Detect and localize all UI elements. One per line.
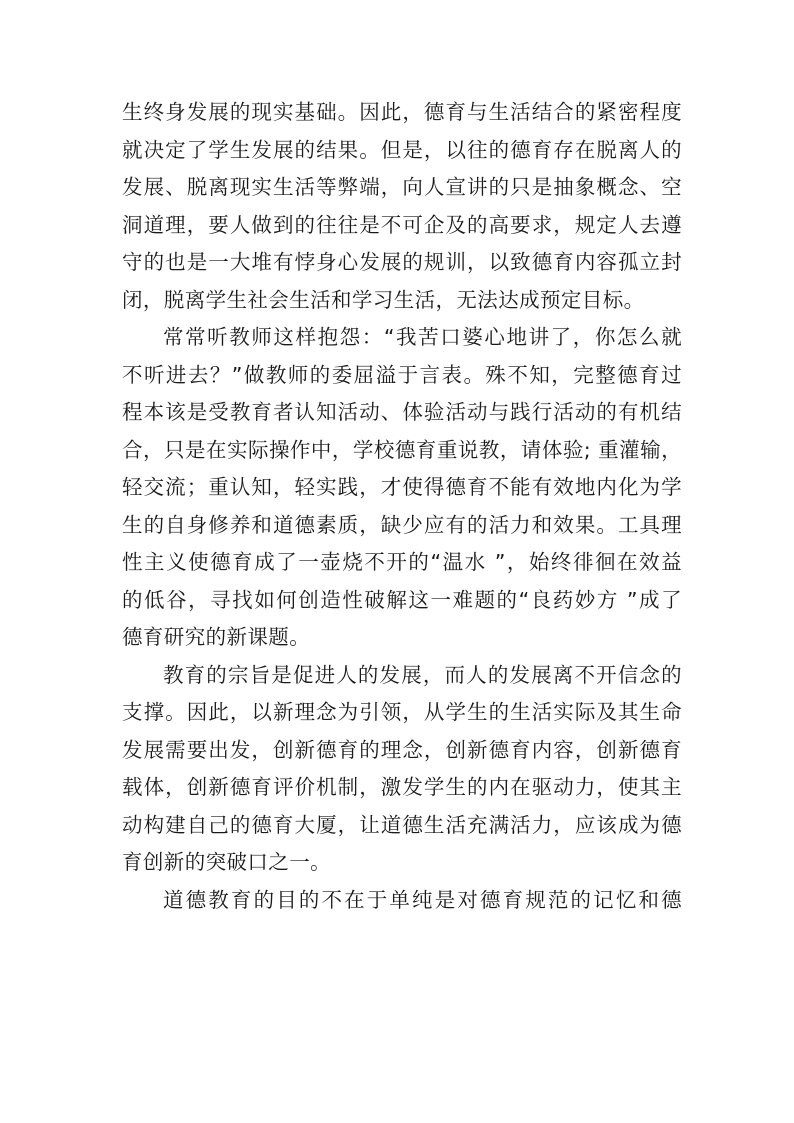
paragraph (122, 319, 682, 657)
text-line: 发展需要出发，创新德育的理念，创新德育内容，创新德育 (122, 737, 682, 762)
document-body (122, 94, 682, 919)
text-line: 发展、脱离现实生活等弊端，向人宣讲的只是抽象概念、空 (122, 175, 682, 199)
text-line: 生的自身修养和道德素质，缺少应有的活力和效果。工具理 (122, 512, 682, 537)
text-line: 道德教育的目的不在于单纯是对德育规范的记忆和德 (163, 887, 682, 912)
text-line: 支撑。因此，以新理念为引领，从学生的生活实际及其生命 (122, 700, 682, 724)
text-line: 就决定了学生发展的结果。但是，以往的德育存在脱离人的 (122, 137, 682, 162)
paragraph (122, 657, 682, 882)
text-line: 常常听教师这样抱怨：“我苦口婆心地讲了，你怎么就 (163, 325, 682, 349)
text-line: 合，只是在实际操作中，学校德育重说教，请体验; 重灌输， (122, 437, 682, 462)
text-line: 守的也是一大堆有悖身心发展的规训，以致德育内容孤立封 (122, 250, 682, 274)
text-line: 程本该是受教育者认知活动、体验活动与践行活动的有机结 (122, 400, 682, 424)
text-line: 洞道理，要人做到的往往是不可企及的高要求，规定人去遵 (122, 212, 682, 237)
text-line: 轻交流；重认知，轻实践，才使得德育不能有效地内化为学 (122, 475, 682, 499)
text-line: 性主义使德育成了一壶烧不开的“温水 ”，始终徘徊在效益 (122, 550, 682, 574)
text-line: 教育的宗旨是促进人的发展，而人的发展离不开信念的 (163, 662, 682, 687)
text-line: 育创新的突破口之一。 (122, 850, 331, 874)
text-line: 闭，脱离学生社会生活和学习生活，无法达成预定目标。 (122, 287, 645, 312)
paragraph (122, 94, 682, 319)
text-line: 不听进去？”做教师的委屈溢于言表。殊不知，完整德育过 (122, 362, 682, 387)
text-line: 载体，创新德育评价机制，激发学生的内在驱动力，使其主 (122, 775, 682, 799)
text-line: 德育研究的新课题。 (122, 625, 311, 649)
paragraph (122, 882, 682, 920)
text-line: 动构建自己的德育大厦，让道德生活充满活力，应该成为德 (122, 812, 682, 837)
text-line: 的低谷，寻找如何创造性破解这一难题的“良药妙方 ”成了 (122, 587, 682, 612)
text-line: 生终身发展的现实基础。因此，德育与生活结合的紧密程度 (122, 100, 682, 124)
